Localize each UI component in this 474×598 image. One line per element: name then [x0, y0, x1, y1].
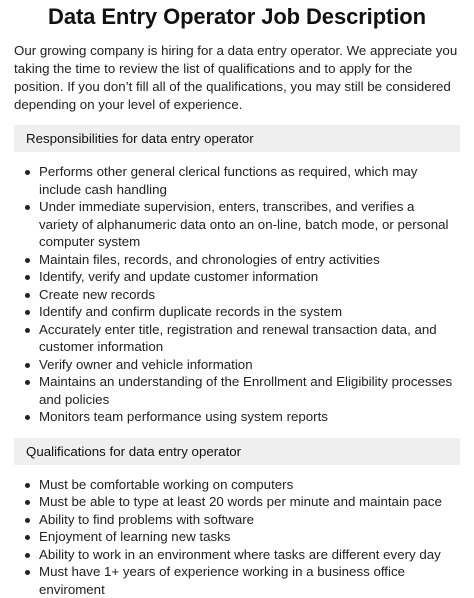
list-item: Create new records	[39, 286, 460, 304]
list-item: Identify and confirm duplicate records in the system	[39, 303, 460, 321]
list-item: Accurately enter title, registration and renewal transaction data, and customer information	[39, 321, 460, 356]
list-item: Must be comfortable working on computers	[39, 476, 460, 494]
list-item: Identify, verify and update customer information	[39, 268, 460, 286]
qualifications-list	[14, 476, 460, 598]
list-item: Ability to work in an environment where tasks are different every day	[39, 546, 460, 564]
list-item: Performs other general clerical functions as required, which may include cash handling	[39, 163, 460, 198]
list-item: Must be able to type at least 20 words per minute and maintain pace	[39, 493, 460, 511]
list-item: Under immediate supervision, enters, transcribes, and verifies a variety of alphanumeric data onto an on-line, batch mode, or personal computer system	[39, 198, 460, 251]
page-title: Data Entry Operator Job Description	[14, 0, 460, 30]
responsibilities-list	[14, 163, 460, 426]
responsibilities-heading-text: Responsibilities for data entry operator	[26, 131, 254, 146]
list-item: Ability to find problems with software	[39, 511, 460, 529]
list-item: Must have 1+ years of experience working in a business office enviroment	[39, 563, 460, 598]
qualifications-heading-text: Qualifications for data entry operator	[26, 444, 241, 459]
list-item: Monitors team performance using system reports	[39, 408, 460, 426]
intro-paragraph: Our growing company is hiring for a data entry operator. We appreciate you taking the time to review the list of qualifications and to apply for the position. If you don’t fill all of the qualifications, you may still be considered depending on your level of experience.	[14, 42, 460, 114]
list-item: Verify owner and vehicle information	[39, 356, 460, 374]
list-item: Enjoyment of learning new tasks	[39, 528, 460, 546]
list-item: Maintains an understanding of the Enrollment and Eligibility processes and policies	[39, 373, 460, 408]
qualifications-heading	[14, 438, 460, 465]
list-item: Maintain files, records, and chronologies of entry activities	[39, 251, 460, 269]
responsibilities-heading	[14, 125, 460, 152]
